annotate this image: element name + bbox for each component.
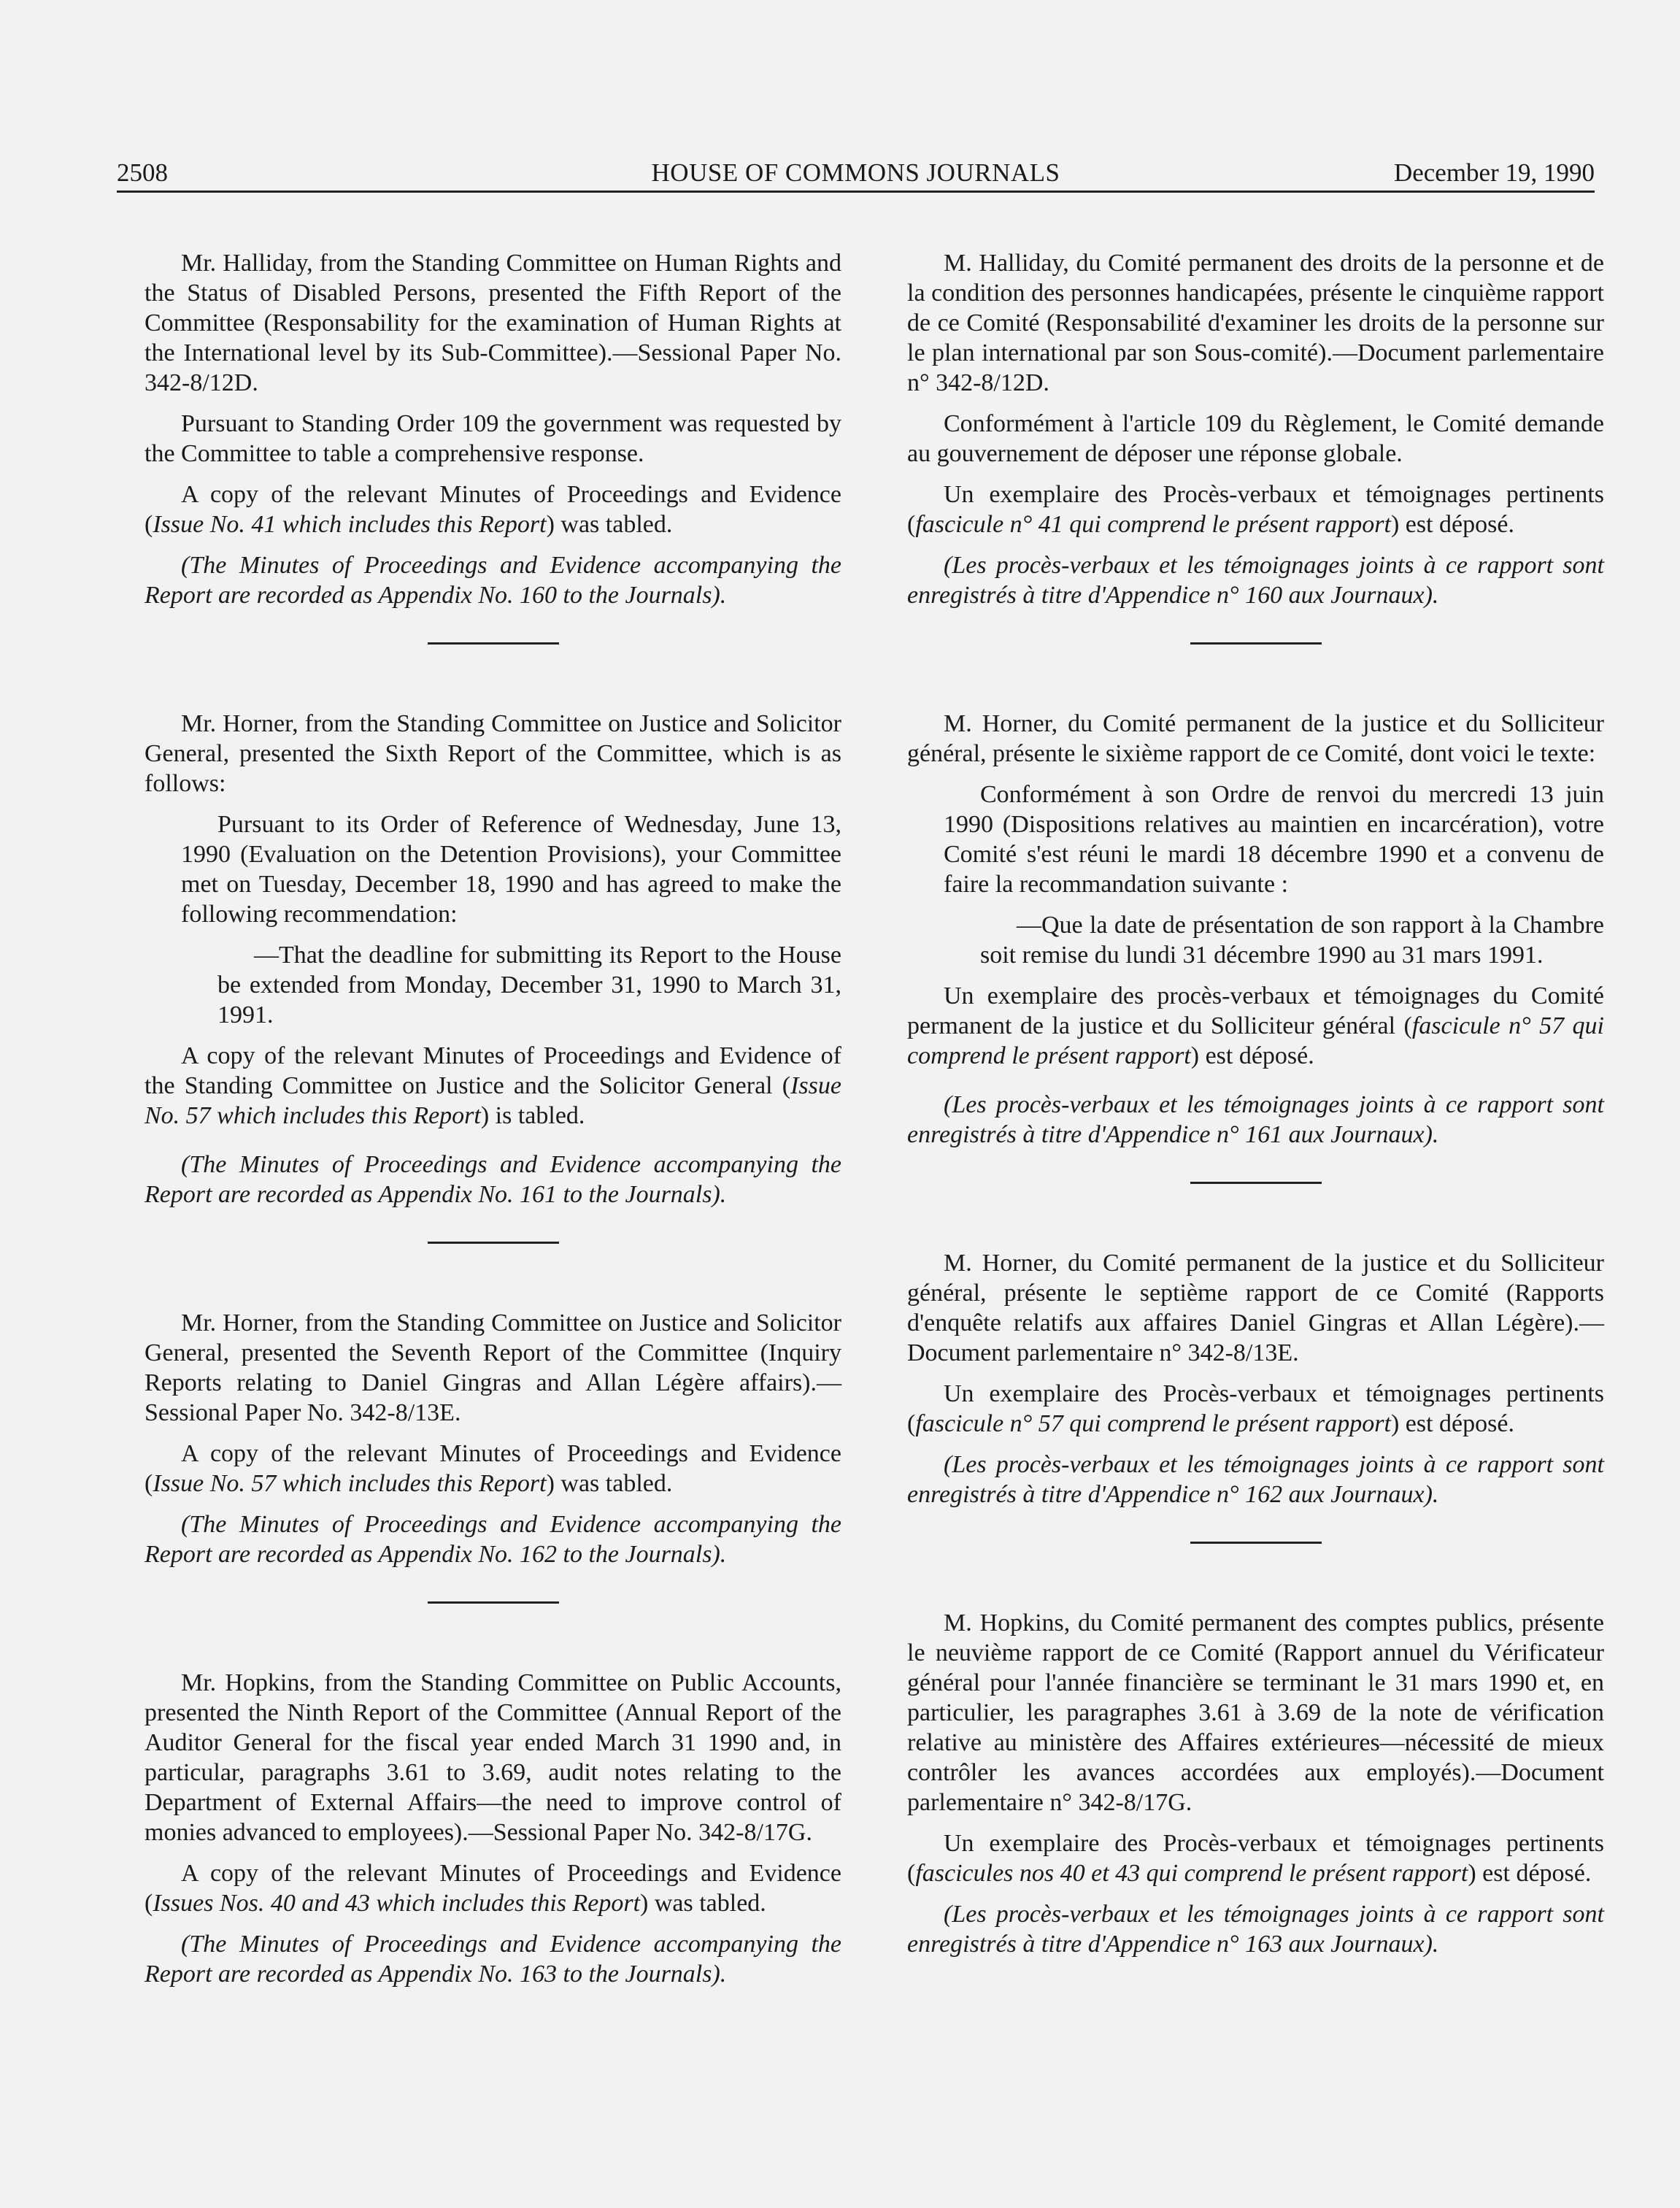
standing-order-note: Pursuant to Standing Order 109 the government was requested by the Committee to table a comprehensive response. — [145, 410, 841, 467]
minutes-tabled: A copy of the relevant Minutes of Proceedings and Evidence of the Standing Committee on Justice and the Solicitor General (Issue No. 57 which includes this Report) is tabled. — [145, 1042, 841, 1129]
minutes-tabled: Un exemplaire des Procès-verbaux et témoignages pertinents (fascicule n° 57 qui comprend le présent rapport) est déposé. — [907, 1380, 1604, 1437]
page-header — [117, 155, 1595, 193]
report-presentation: M. Horner, du Comité permanent de la justice et du Solliciteur général, présente le septième rapport de ce Comité (Rapports d'enquête relatifs aux affaires Daniel Gingras et Allan Légère).—Document parlementaire n° 342-8/13E. — [907, 1250, 1604, 1366]
entry-hopkins-fr — [907, 1608, 1604, 1959]
section-divider — [1190, 1182, 1322, 1184]
standing-order-note: Conformément à l'article 109 du Règlement, le Comité demande au gouvernement de déposer une réponse globale. — [907, 410, 1604, 467]
appendix-note: (Les procès-verbaux et les témoignages joints à ce rapport sont enregistrés à titre d'Appendice n° 163 aux Journaux). — [907, 1901, 1604, 1958]
report-quote: Conformément à son Ordre de renvoi du mercredi 13 juin 1990 (Dispositions relatives au maintien en incarcération), votre Comité s'est réuni le mardi 18 décembre 1990 et a convenu de faire la recommandation suivante : — [944, 781, 1604, 898]
section-divider — [1190, 1542, 1322, 1544]
minutes-tabled: Un exemplaire des procès-verbaux et témoignages du Comité permanent de la justice et du Solliciteur général (fascicule n° 57 qui comprend le présent rapport) est déposé. — [907, 982, 1604, 1069]
minutes-tabled: A copy of the relevant Minutes of Proceedings and Evidence (Issue No. 41 which includes this Report) was tabled. — [145, 481, 841, 538]
report-presentation: Mr. Horner, from the Standing Committee on Justice and Solicitor General, presented the Seventh Report of the Committee (Inquiry Reports relating to Daniel Gingras and Allan Légère affairs).—Sessional Paper No. 342-8/13E. — [145, 1309, 841, 1426]
journal-title: HOUSE OF COMMONS JOURNALS — [651, 158, 1060, 187]
entry-horner-seventh-fr — [907, 1248, 1604, 1509]
entry-halliday-en — [145, 248, 841, 610]
appendix-note: (Les procès-verbaux et les témoignages joints à ce rapport sont enregistrés à titre d'Appendice n° 162 aux Journaux). — [907, 1451, 1604, 1508]
appendix-note: (The Minutes of Proceedings and Evidence accompanying the Report are recorded as Appendix No. 163 to the Journals). — [145, 1931, 841, 1988]
report-recommendation: —Que la date de présentation de son rapport à la Chambre soit remise du lundi 31 décembre 1990 au 31 mars 1991. — [980, 912, 1604, 969]
entry-horner-seventh-en — [145, 1308, 841, 1569]
entry-halliday-fr — [907, 248, 1604, 610]
section-divider — [1190, 642, 1322, 645]
english-column — [145, 248, 841, 2000]
report-presentation: Mr. Halliday, from the Standing Committee on Human Rights and the Status of Disabled Persons, presented the Fifth Report of the Committee (Responsability for the examination of Human Rights at the International level by its Sub-Committee).—Sessional Paper No. 342-8/12D. — [145, 250, 841, 396]
entry-horner-sixth-en — [145, 709, 841, 1209]
minutes-tabled: A copy of the relevant Minutes of Proceedings and Evidence (Issue No. 57 which includes this Report) was tabled. — [145, 1440, 841, 1497]
appendix-note: (Les procès-verbaux et les témoignages joints à ce rapport sont enregistrés à titre d'Appendice n° 161 aux Journaux). — [907, 1091, 1604, 1148]
page-number: 2508 — [117, 158, 168, 187]
report-recommendation: —That the deadline for submitting its Report to the House be extended from Monday, December 31, 1990 to March 31, 1991. — [217, 942, 841, 1028]
appendix-note: (Les procès-verbaux et les témoignages joints à ce rapport sont enregistrés à titre d'Appendice n° 160 aux Journaux). — [907, 552, 1604, 609]
french-column — [907, 248, 1604, 1970]
minutes-tabled: Un exemplaire des Procès-verbaux et témoignages pertinents (fascicule n° 41 qui comprend le présent rapport) est déposé. — [907, 481, 1604, 538]
report-presentation: M. Hopkins, du Comité permanent des comptes publics, présente le neuvième rapport de ce Comité (Rapport annuel du Vérificateur général pour l'année financière se terminant le 31 mars 1990 et, en particulier, les paragraphes 3.61 à 3.69 de la note de vérification relative au ministère des Affaires extérieures—nécessité de mieux contrôler les avances accordées aux employés).—Document parlementaire n° 342-8/17G. — [907, 1609, 1604, 1816]
minutes-tabled: A copy of the relevant Minutes of Proceedings and Evidence (Issues Nos. 40 and 43 which includes this Report) was tabled. — [145, 1860, 841, 1917]
appendix-note: (The Minutes of Proceedings and Evidence accompanying the Report are recorded as Appendix No. 161 to the Journals). — [145, 1151, 841, 1208]
minutes-tabled: Un exemplaire des Procès-verbaux et témoignages pertinents (fascicules nos 40 et 43 qui comprend le présent rapport) est déposé. — [907, 1830, 1604, 1887]
appendix-note: (The Minutes of Proceedings and Evidence accompanying the Report are recorded as Appendix No. 162 to the Journals). — [145, 1511, 841, 1568]
entry-horner-sixth-fr — [907, 709, 1604, 1150]
report-presentation: M. Horner, du Comité permanent de la justice et du Solliciteur général, présente le sixième rapport de ce Comité, dont voici le texte: — [907, 710, 1604, 767]
section-divider — [428, 1601, 559, 1604]
report-quote: Pursuant to its Order of Reference of Wednesday, June 13, 1990 (Evaluation on the Detention Provisions), your Committee met on Tuesday, December 18, 1990 and has agreed to make the following recommendation: — [181, 811, 841, 928]
report-presentation: M. Halliday, du Comité permanent des droits de la personne et de la condition des personnes handicapées, présente le cinquième rapport de ce Comité (Responsabilité d'examiner les droits de la personne sur le plan international par son Sous-comité).—Document parlementaire n° 342-8/12D. — [907, 250, 1604, 396]
section-divider — [428, 642, 559, 645]
entry-hopkins-en — [145, 1668, 841, 1989]
report-presentation: Mr. Horner, from the Standing Committee on Justice and Solicitor General, presented the Sixth Report of the Committee, which is as follows: — [145, 710, 841, 797]
report-presentation: Mr. Hopkins, from the Standing Committee on Public Accounts, presented the Ninth Report of the Committee (Annual Report of the Auditor General for the fiscal year ended March 31 1990 and, in particular, paragraphs 3.61 to 3.69, audit notes relating to the Department of External Affairs—the need to improve control of monies advanced to employees).—Sessional Paper No. 342-8/17G. — [145, 1669, 841, 1846]
appendix-note: (The Minutes of Proceedings and Evidence accompanying the Report are recorded as Appendix No. 160 to the Journals). — [145, 552, 841, 609]
section-divider — [428, 1242, 559, 1244]
journal-date: December 19, 1990 — [1393, 158, 1595, 187]
